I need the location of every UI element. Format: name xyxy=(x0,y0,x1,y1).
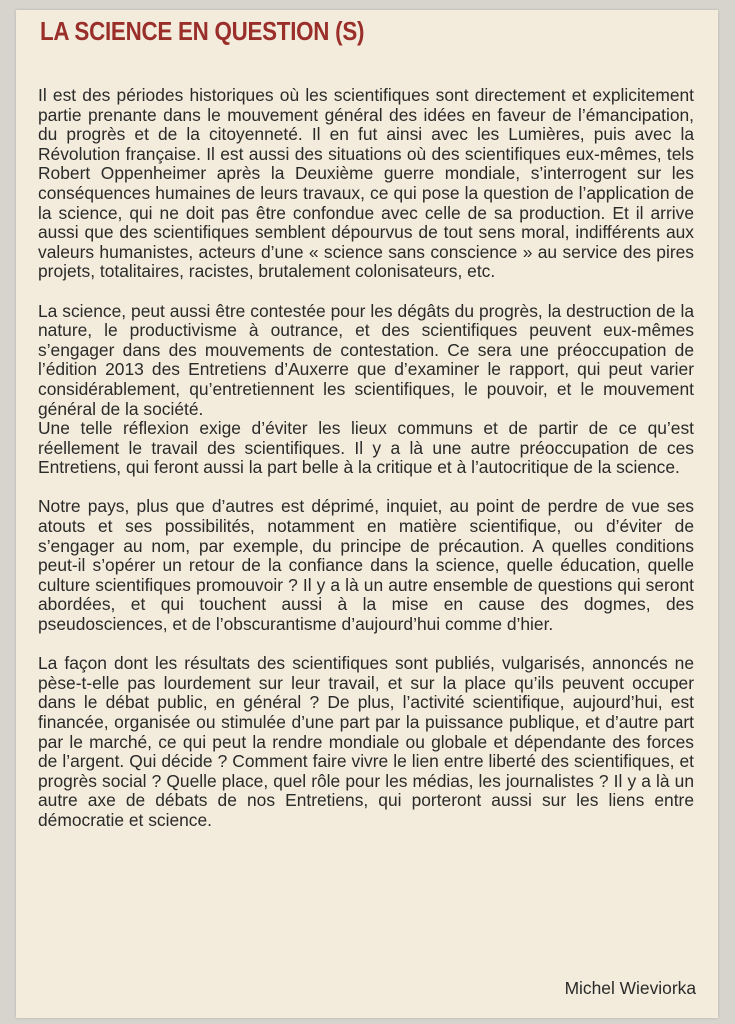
paragraph-1: Il est des périodes historiques où les scientifiques sont directement et explicitement partie prenante dans le mouvement général des idées en faveur de l’émancipation, du progrès et de la citoyenneté. Il en fut ainsi avec les Lumières, puis avec la Révolution française. Il est aussi des situations où des scientifiques eux-mêmes, tels Robert Oppenheimer après la Deuxième guerre mondiale, s’interrogent sur les conséquences humaines de leurs travaux, ce qui pose la question de l’application de la science, qui ne doit pas être confondue avec celle de sa production. Et il arrive aussi que des scientifiques semblent dépourvus de tout sens moral, indifférents aux valeurs humanistes, acteurs d’une « science sans conscience » au service des pires projets, totalitaires, racistes, brutalement colonisateurs, etc. xyxy=(38,85,694,282)
article-body xyxy=(38,86,694,850)
document-page xyxy=(16,10,718,1018)
paragraph-4: Notre pays, plus que d’autres est déprimé, inquiet, au point de perdre de vue ses atouts et ses possibilités, notamment en matière scientifique, ou d’éviter de s’engager au nom, par exemple, du principe de précaution. A quelles conditions peut-il s’opérer un retour de la confiance dans la science, quelle éducation, quelle culture scientifiques promouvoir ? Il y a là un autre ensemble de questions qui seront abordées, et qui touchent aussi à la mise en cause des dogmes, des pseudosciences, et de l’obscurantisme d’aujourd’hui comme d’hier. xyxy=(38,496,694,635)
paragraph-3: Une telle réflexion exige d’éviter les lieux communs et de partir de ce qu’est réellement le travail des scientifiques. Il y a là une autre préoccupation de ces Entretiens, qui feront aussi la part belle à la critique et à l’autocritique de la science. xyxy=(38,418,694,478)
paragraph-2: La science, peut aussi être contestée pour les dégâts du progrès, la destruction de la nature, le productivisme à outrance, et des scientifiques peuvent eux-mêmes s’engager dans des mouvements de contestation. Ce sera une préoccupation de l’édition 2013 des Entretiens d’Auxerre que d’examiner le rapport, qui peut varier considérablement, qu’entretiennent les scientifiques, le pouvoir, et le mouvement général de la société. xyxy=(38,300,694,419)
paragraph-5: La façon dont les résultats des scientifiques sont publiés, vulgarisés, annoncés ne pèse-t-elle pas lourdement sur leur travail, et sur la place qu’ils peuvent occuper dans le débat public, en général ? De plus, l’activité scientifique, aujourd’hui, est financée, organisée ou stimulée d’une part par la puissance publique, et d’autre part par le marché, ce qui peut la rendre mondiale ou globale et dépendante des forces de l’argent. Qui décide ? Comment faire vivre le lien entre liberté des scientifiques, et progrès social ? Quelle place, quel rôle pour les médias, les journalistes ? Il y a là un autre axe de débats de nos Entretiens, qui porteront aussi sur les liens entre démocratie et science. xyxy=(38,653,694,830)
page-title: LA SCIENCE EN QUESTION (S) xyxy=(40,16,365,46)
author-signature: Michel Wieviorka xyxy=(564,978,696,998)
